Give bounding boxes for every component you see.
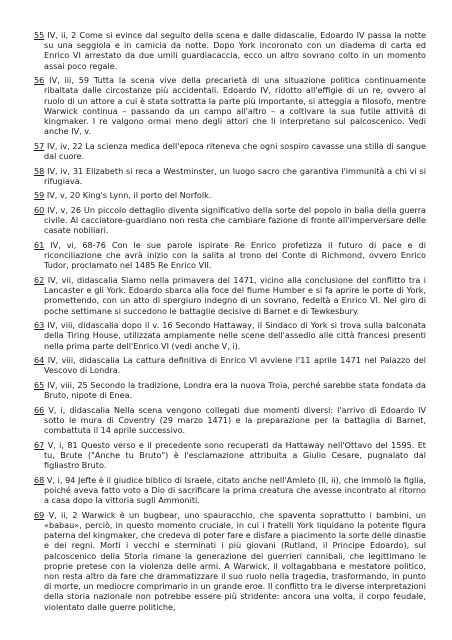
endnote-number-link[interactable]: 59 — [34, 190, 45, 201]
endnote-text: IV, iv, 31 Elizabeth si reca a Westminster, un luogo sacro che garantiva l'immunità a chi vi si rifugiava. — [44, 165, 426, 186]
endnote-text: IV, v, 20 King's Lynn, il porto del Norfolk. — [44, 190, 212, 201]
endnote-number-link[interactable]: 61 — [34, 240, 45, 250]
endnote-number-link[interactable]: 62 — [34, 275, 45, 285]
endnote-60 — [34, 205, 426, 236]
endnote-number-link[interactable]: 60 — [34, 205, 45, 215]
endnote-number-link[interactable]: 57 — [34, 140, 45, 151]
endnote-66 — [34, 405, 426, 436]
endnote-number-link[interactable]: 67 — [34, 439, 45, 450]
endnote-text: V, i, didascalia Nella scena vengono collegati due momenti diversi: l'arrivo di Edoardo IV sotto le mura di Coventry (29 marzo 1471) e la preparazione per la battaglia di Barnet, combattuta il 14 aprile successivo. — [44, 404, 426, 436]
endnote-number-link[interactable]: 69 — [34, 509, 45, 520]
endnote-number-link[interactable]: 56 — [34, 75, 45, 86]
endnote-57 — [34, 141, 426, 161]
endnote-number-link[interactable]: 63 — [34, 320, 45, 331]
endnote-number-link[interactable]: 55 — [34, 30, 45, 40]
endnote-number-link[interactable]: 68 — [34, 474, 45, 485]
endnote-text: IV, iv, 22 La scienza medica dell'epoca riteneva che ogni sospiro cavasse una stilla di sangue dal cuore. — [44, 140, 426, 162]
endnote-text: V, ii, 2 Warwick è un bugbear, uno spauracchio, che spaventa soprattutto i bambini, un «babau», perciò, in questo momento cruciale, in cui i fratelli York liquidano la potente figura paterna del kingmaker, che credeva di poter fare e disfare a piacimento la sorte delle dinastie e dei regni. Morti i vecchi e sterminati i più giovani (Rutland, il Principe Edoardo), sul palcoscenico della Storia rimane la generazione dei guerrieri cannibali, che legittimano le proprie pretese con la violenza delle armi. A Warwick, il voltagabbana e mestatore politico, non resta altro da fare che drammatizzare il suo ruolo nella tragedia, trasformando, in punto di morte, un mediocre comprimario in un grande eroe. Il conflitto tra le diverse interpretazioni della storia nazionale non potrebbe essere più stridente: ancora una volta, il corpo feudale, violentato dalle guerre politiche, — [44, 509, 426, 612]
endnote-68 — [34, 475, 426, 506]
endnote-58 — [34, 166, 426, 186]
endnote-number-link[interactable]: 64 — [34, 355, 45, 366]
endnote-67 — [34, 440, 426, 471]
endnote-62 — [34, 275, 426, 316]
endnote-56 — [34, 75, 426, 136]
endnote-text: IV, v, 26 Un piccolo dettaglio diventa significativo della sorte del popolo in balìa della guerra civile. Al cacciatore-guardiano non resta che cambiare fazione di fronte all'imperversare delle casate nobiliari. — [44, 205, 426, 236]
endnote-64 — [34, 355, 426, 375]
endnote-text: V, i, 94 Jefte è il giudice biblico di Israele, citato anche nell'Amleto (II, ii), che immolò la figlia, poiché aveva fatto voto a Dio di sacrificare la prima creatura che avesse incontrato al ritorno a casa dopo la vittoria sugli Ammoniti. — [44, 474, 426, 506]
endnote-69 — [34, 510, 426, 612]
endnote-number-link[interactable]: 58 — [34, 165, 45, 176]
endnote-text: IV, ii, 2 Come si evince dal seguito della scena e dalle didascalie, Edoardo IV passa la notte su una seggiola e in camicia da notte. Dopo York incoronato con un diadema di carta ed Enrico VI arrestato da due umili guardiacaccia, ecco un altro sovrano colto in un momento assai poco regale. — [44, 30, 426, 71]
endnote-text: IV, iii, 59 Tutta la scena vive della precarietà di una situazione politica continuamente ribaltata dalle circostanze più accidentali. Edoardo IV, ridotto all'effigie di un re, ovvero al ruolo di un attore a cui è stata sottratta la parte più importante, si atteggia a filosofo, mentre Warwick continua – passando da un campo all'altro – a coltivare la sua futile attività di kingmaker. I re valgono ormai meno degli attori che li interpretano sul palcoscenico. Vedi anche IV, v. — [44, 75, 426, 137]
endnote-63 — [34, 320, 426, 351]
endnote-65 — [34, 380, 426, 400]
endnote-text: V, i, 81 Questo verso e il precedente sono recuperati da Hattaway nell'Ottavo del 1595. Et tu, Brute ("Anche tu Bruto") è l'esclamazione attribuita a Giulio Cesare, pugnalato dal figliastro Bruto. — [44, 439, 426, 471]
endnote-text: IV, viii, 25 Secondo la tradizione, Londra era la nuova Troia, perché sarebbe stata fondata da Bruto, nipote di Enea. — [44, 380, 426, 401]
endnote-text: IV, vi, 68-76 Con le sue parole ispirate Re Enrico profetizza il futuro di pace e di riconciliazione che avrà inizio con la salita al trono del Conte di Richmond, ovvero Enrico Tudor, proclamato nel 1485 Re Enrico VII. — [44, 240, 426, 271]
endnote-text: IV, vii, didascalia Siamo nella primavera del 1471, vicino alla conclusione del conflitto tra i Lancaster e gli York. Edoardo sbarca alla foce del fiume Humber e si fa aprire le porte di York, promettendo, con un atto di spergiuro indegno di un sovrano, fedeltà a Enrico VI. Nel giro di poche settimane si succedono le battaglie decisive di Barnet e di Tewkesbury. — [44, 275, 426, 316]
endnote-59 — [34, 190, 426, 200]
endnote-61 — [34, 240, 426, 271]
endnote-number-link[interactable]: 65 — [34, 380, 45, 390]
endnote-text: IV, viii, didascalia La cattura definitiva di Enrico VI avviene l'11 aprile 1471 nel Palazzo del Vescovo di Londra. — [44, 355, 426, 376]
endnote-number-link[interactable]: 66 — [34, 404, 45, 415]
endnote-text: IV, viii, didascalia dopo il v. 16 Secondo Hattaway, il Sindaco di York si trova sulla balconata della Tiring House, utilizzata ampiamente nelle scene dell'assedio alle città francesi presenti nella prima parte dell'Enrico VI (vedi anche V, i). — [44, 320, 426, 351]
endnote-55 — [34, 30, 426, 71]
